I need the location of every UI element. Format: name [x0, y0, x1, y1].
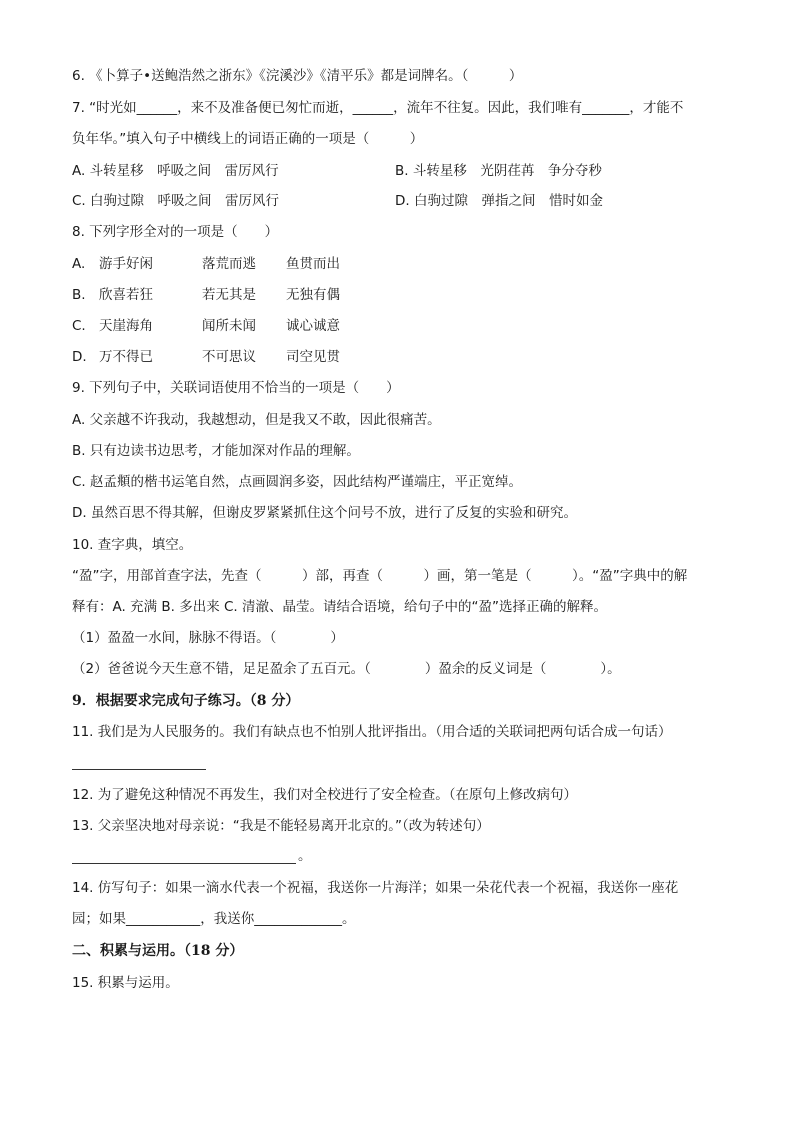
answer-line-11[interactable]: [72, 768, 206, 770]
question-10-line1: “盈”字，用部首查字法，先查（ ）部，再查（ ）画，第一笔是（ ）。“盈”字典中的解: [72, 568, 688, 584]
question-8-option-c: [72, 316, 340, 336]
option-label: C.: [72, 318, 86, 334]
option-word: 闻所未闻: [202, 318, 256, 334]
question-6: 6. 《卜算子•送鲍浩然之浙东》《浣溪沙》《清平乐》都是词牌名。（ ）: [72, 68, 523, 84]
section-heading-9: 9．根据要求完成句子练习。（8 分）: [72, 693, 300, 709]
option-label: A.: [72, 256, 86, 272]
question-10-stem: 10. 查字典，填空。: [72, 537, 193, 553]
question-7-line2: 负年华。”填入句子中横线上的词语正确的一项是（ ）: [72, 131, 424, 147]
question-9-option-d: D. 虽然百思不得其解，但谢皮罗紧紧抓住这个问号不放，进行了反复的实验和研究。: [72, 505, 577, 521]
option-word: 游手好闲: [99, 256, 153, 272]
question-9-stem: 9. 下列句子中，关联词语使用不恰当的一项是（ ）: [72, 380, 400, 396]
question-8-option-b: [72, 285, 340, 305]
question-9-option-a: A. 父亲越不许我动，我越想动，但是我又不敢，因此很痛苦。: [72, 412, 441, 428]
question-8-option-d: [72, 347, 340, 367]
question-10-sub1: （1）盈盈一水间，脉脉不得语。（ ）: [72, 630, 344, 646]
question-7-line1: 7. “时光如______，来不及准备便已匆忙而逝，______，流年不往复。因此，我们唯有_______，才能不: [72, 100, 684, 116]
question-11: 11. 我们是为人民服务的。我们有缺点也不怕别人批评指出。（用合适的关联词把两句话合成一句话）: [72, 724, 672, 740]
question-12: 12. 为了避免这种情况不再发生，我们对全校进行了安全检查。（在原句上修改病句）: [72, 787, 578, 803]
answer-line-13[interactable]: [72, 862, 296, 864]
option-word: 司空见贯: [286, 349, 340, 365]
option-word: 鱼贯而出: [286, 256, 340, 272]
option-word: 天崖海角: [99, 318, 153, 334]
question-8-option-a: [72, 254, 340, 274]
question-9-option-b: B. 只有边读书边思考，才能加深对作品的理解。: [72, 443, 360, 459]
section-heading-2: 二、积累与运用。（18 分）: [72, 943, 244, 959]
question-7-option-b: B. 斗转星移 光阴荏苒 争分夺秒: [395, 163, 602, 179]
question-9-option-c: C. 赵孟頫的楷书运笔自然，点画圆润多姿，因此结构严谨端庄，平正宽绰。: [72, 474, 523, 490]
option-word: 落荒而逃: [202, 256, 256, 272]
option-word: 若无其是: [202, 287, 256, 303]
option-word: 万不得已: [99, 349, 153, 365]
question-7-option-c: C. 白驹过隙 呼吸之间 雷厉风行: [72, 193, 280, 209]
question-13: 13. 父亲坚决地对母亲说：“我是不能轻易离开北京的。”（改为转述句）: [72, 818, 490, 834]
question-14-line2: 园；如果___________，我送你_____________。: [72, 911, 356, 927]
option-word: 诚心诚意: [286, 318, 340, 334]
option-word: 不可思议: [202, 349, 256, 365]
option-word: 欣喜若狂: [99, 287, 153, 303]
question-8-stem: 8. 下列字形全对的一项是（ ）: [72, 224, 279, 240]
question-7-option-a: A. 斗转星移 呼吸之间 雷厉风行: [72, 163, 279, 179]
question-14-line1: 14. 仿写句子：如果一滴水代表一个祝福，我送你一片海洋；如果一朵花代表一个祝福，我送你一座花: [72, 880, 679, 896]
question-7-option-d: D. 白驹过隙 弹指之间 惜时如金: [395, 193, 603, 209]
question-10-sub2: （2）爸爸说今天生意不错，足足盈余了五百元。（ ）盈余的反义词是（ ）。: [72, 661, 621, 677]
question-15: 15. 积累与运用。: [72, 975, 179, 991]
question-10-line2: 释有：A. 充满 B. 多出来 C. 清澈、晶莹。请结合语境，给句子中的“盈”选择正确的解释。: [72, 599, 608, 615]
option-label: B.: [72, 287, 86, 303]
question-13-period: 。: [298, 848, 312, 864]
option-word: 无独有偶: [286, 287, 340, 303]
option-label: D.: [72, 349, 87, 365]
